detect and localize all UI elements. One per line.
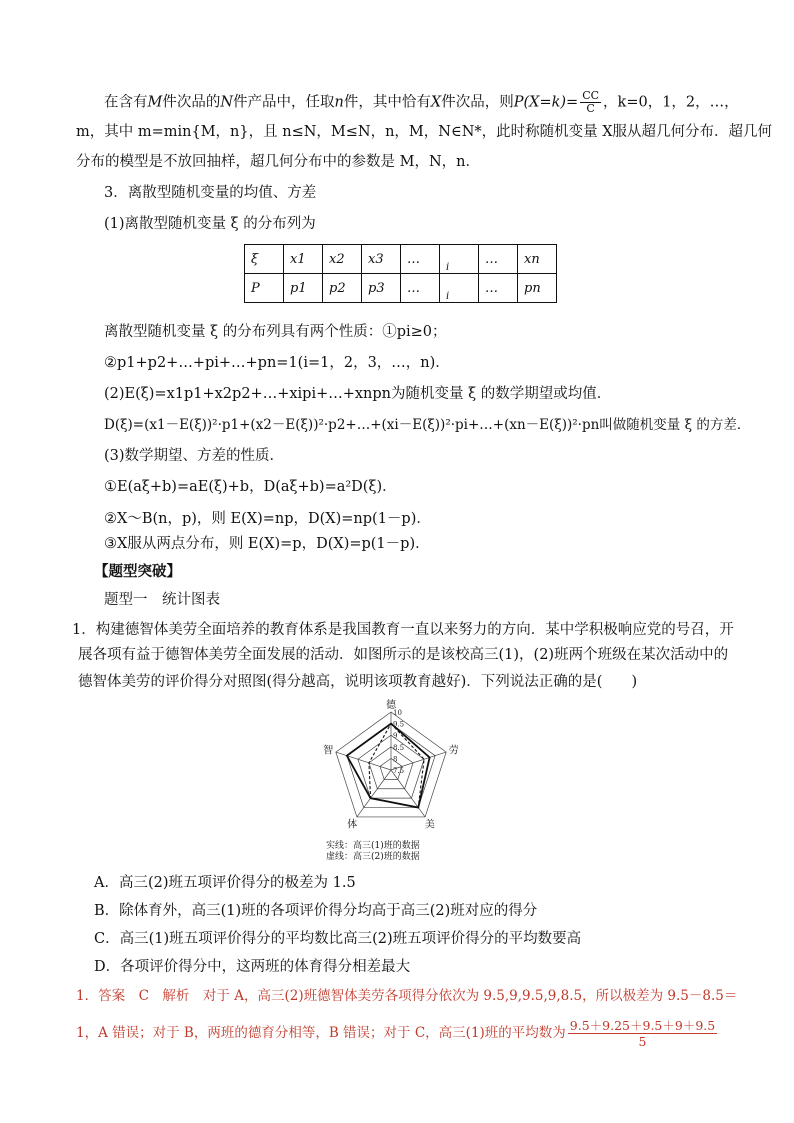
option-b: B．除体育外，高三(1)班的各项评价得分均高于高三(2)班对应的得分	[94, 903, 538, 919]
fraction-denominator: C	[586, 102, 595, 115]
radar-axis-label: 德	[386, 700, 396, 711]
radar-spoke	[391, 770, 425, 817]
props-line: ②p1+p2+…+pi+…+pn=1(i=1，2，3，…，n)．	[104, 355, 450, 371]
table-cell: p3	[362, 274, 401, 303]
hyper-line-1	[104, 90, 739, 115]
answer-line: 1．答案 C 解析 对于 A，高三(2)班德智体美劳各项得分依次为 9.5,9,9.5,9,8.5，所以极差为 9.5－8.5＝	[76, 988, 738, 1004]
table-cell: ξ	[245, 245, 284, 274]
table-cell: x2	[323, 245, 362, 274]
table-cell: p1	[284, 274, 323, 303]
breakthrough-heading: 【题型突破】	[94, 563, 181, 580]
radar-scale-label: 10	[393, 709, 402, 717]
var-n: n	[334, 94, 344, 111]
table-cell: P	[245, 274, 284, 303]
table-cell: xn	[518, 245, 557, 274]
table-cell: …	[479, 274, 518, 303]
radar-scale-label: 7.5	[393, 767, 405, 775]
table-cell: …	[401, 274, 440, 303]
radar-chart	[316, 698, 466, 870]
option-c: C．高三(1)班五项评价得分的平均数比高三(2)班五项评价得分的平均数要高	[94, 931, 582, 947]
prob-expr: P(X=k)=	[513, 94, 579, 111]
text: 件，其中恰有	[343, 94, 431, 111]
text: 件次品的	[162, 94, 221, 111]
props-line: ③X服从两点分布，则 E(X)=p，D(X)=p(1－p)．	[104, 536, 430, 552]
fraction-numerator: CC	[582, 89, 600, 102]
section-heading: 3．离散型随机变量的均值、方差	[104, 185, 317, 201]
table-cell: …	[401, 245, 440, 274]
table-cell: i	[440, 274, 479, 303]
radar-scale-label: 8	[393, 755, 398, 764]
text: ，k=0，1，2，…，	[603, 94, 739, 111]
radar-spoke	[336, 752, 391, 770]
radar-spoke	[357, 770, 391, 817]
props-line: 离散型随机变量 ξ 的分布列具有两个性质：①pi≥0；	[104, 324, 447, 340]
table-cell: p2	[323, 274, 362, 303]
distribution-table	[244, 244, 557, 303]
radar-legend	[326, 839, 420, 862]
text: 在含有	[104, 94, 148, 111]
var-M: M	[147, 94, 163, 111]
table-cell: i	[440, 245, 479, 274]
answer-line-2	[76, 1018, 719, 1049]
radar-scale-label: 9	[393, 732, 398, 741]
var-N: N	[220, 94, 234, 111]
answer-text: 1，A 错误；对于 B，两班的德育分相等，B 错误；对于 C，高三(1)班的平均数为	[76, 1025, 566, 1041]
radar-axis-label: 美	[424, 819, 435, 831]
props-line: (3)数学期望、方差的性质．	[104, 448, 285, 464]
section-sub: (1)离散型随机变量 ξ 的分布列为	[104, 216, 316, 232]
question-line: 德智体美劳的评价得分对照图(得分越高，说明该项教育越好)．下列说法正确的是( )	[78, 674, 638, 690]
radar-legend-entry: 实线：高三(1)班的数据	[326, 841, 420, 851]
props-line: (2)E(ξ)=x1p1+x2p2+…+xipi+…+xnpn为随机变量 ξ 的数学期望或均值．	[104, 386, 612, 402]
props-line: ①E(aξ+b)=aE(ξ)+b，D(aξ+b)=a²D(ξ)．	[104, 479, 397, 495]
props-line: D(ξ)=(x1－E(ξ))²·p1+(x2－E(ξ))²·p2+…+(xi－E(ξ))²·pi+…+(xn－E(ξ))²·pn叫做随机变量 ξ 的方差．	[104, 417, 751, 433]
radar-legend-entry: 虚线：高三(2)班的数据	[326, 852, 420, 862]
props-line: ②X～B(n，p)，则 E(X)=np，D(X)=np(1－p)．	[104, 511, 431, 527]
table-cell: pn	[518, 274, 557, 303]
table-cell: x1	[284, 245, 323, 274]
text: 件次品，则	[441, 94, 514, 111]
var-X: X	[430, 94, 442, 111]
hyper-line-3: 分布的模型是不放回抽样，超几何分布中的参数是 M，N，n．	[76, 154, 480, 170]
option-a: A．高三(2)班五项评价得分的极差为 1.5	[94, 875, 356, 891]
radar-scale-label: 8.5	[393, 743, 405, 752]
table-cell: …	[479, 245, 518, 274]
option-d: D．各项评价得分中，这两班的体育得分相差最大	[94, 959, 411, 975]
answer-fraction	[568, 1018, 717, 1049]
question-line: 展各项有益于德智体美劳全面发展的活动．如图所示的是该校高三(1)，(2)班两个班级在某次活动中的	[78, 647, 729, 663]
table-cell: x3	[362, 245, 401, 274]
fraction-denominator: 5	[638, 1034, 647, 1049]
radar-axis-label: 智	[323, 745, 334, 757]
question-type: 题型一 统计图表	[104, 592, 220, 608]
radar-axis-label: 劳	[448, 745, 459, 757]
radar-scale-labels	[393, 709, 404, 775]
table-row	[245, 274, 557, 303]
fraction-numerator: 9.5＋9.25＋9.5＋9＋9.5	[569, 1018, 716, 1033]
hyper-line-2: m，其中 m=min{M，n}，且 n≤N，M≤N，n，M，N∈N*，此时称随机变量 X服从超几何分布．超几何	[76, 124, 773, 140]
text: 件产品中，任取	[233, 94, 335, 111]
radar-scale-label: 9.5	[393, 720, 405, 729]
table-row	[245, 245, 557, 274]
question-line: 1．构建德智体美劳全面培养的教育体系是我国教育一直以来努力的方向．某中学积极响应党的号召，开	[72, 622, 734, 638]
radar-axis-label: 体	[347, 819, 358, 831]
hyper-fraction	[580, 90, 601, 115]
